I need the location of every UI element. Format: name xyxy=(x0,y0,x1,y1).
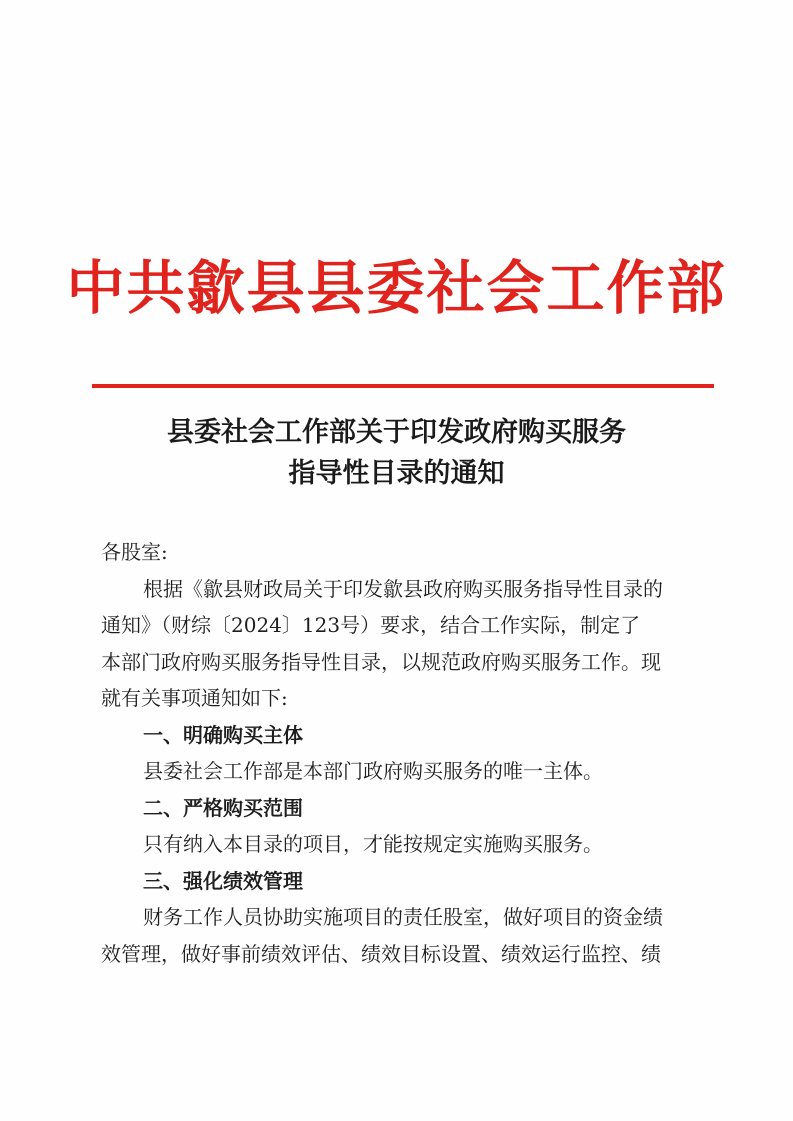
document-title xyxy=(0,412,793,494)
paragraph-line: 就有关事项通知如下: xyxy=(101,686,288,710)
paragraph-line: 本部门政府购买服务指导性目录，以规范政府购买服务工作。现 xyxy=(101,649,661,674)
salutation: 各股室: xyxy=(101,540,168,564)
paragraph-line: 财务工作人员协助实施项目的责任股室，做好项目的资金绩 xyxy=(143,905,663,929)
red-divider-line xyxy=(92,384,714,388)
section-heading-1: 一、明确购买主体 xyxy=(143,722,303,747)
paragraph-line: 通知》（财综〔2024〕123号）要求，结合工作实际，制定了 xyxy=(101,613,641,637)
document-body xyxy=(101,534,701,972)
document-title-line-1: 县委社会工作部关于印发政府购买服务 xyxy=(167,417,626,448)
document-title-line-2: 指导性目录的通知 xyxy=(288,458,505,489)
issuing-organization-header: 中共歙县县委社会工作部 xyxy=(66,254,727,322)
section-heading-2: 二、严格购买范围 xyxy=(143,795,303,820)
paragraph-line: 效管理，做好事前绩效评估、绩效目标设置、绩效运行监控、绩 xyxy=(101,941,661,966)
paragraph-line: 根据《歙县财政局关于印发歙县政府购买服务指导性目录的 xyxy=(143,576,663,601)
section-heading-3: 三、强化绩效管理 xyxy=(143,868,303,893)
section-text-1: 县委社会工作部是本部门政府购买服务的唯一主体。 xyxy=(143,759,603,783)
section-text-2: 只有纳入本目录的项目，才能按规定实施购买服务。 xyxy=(143,832,603,856)
